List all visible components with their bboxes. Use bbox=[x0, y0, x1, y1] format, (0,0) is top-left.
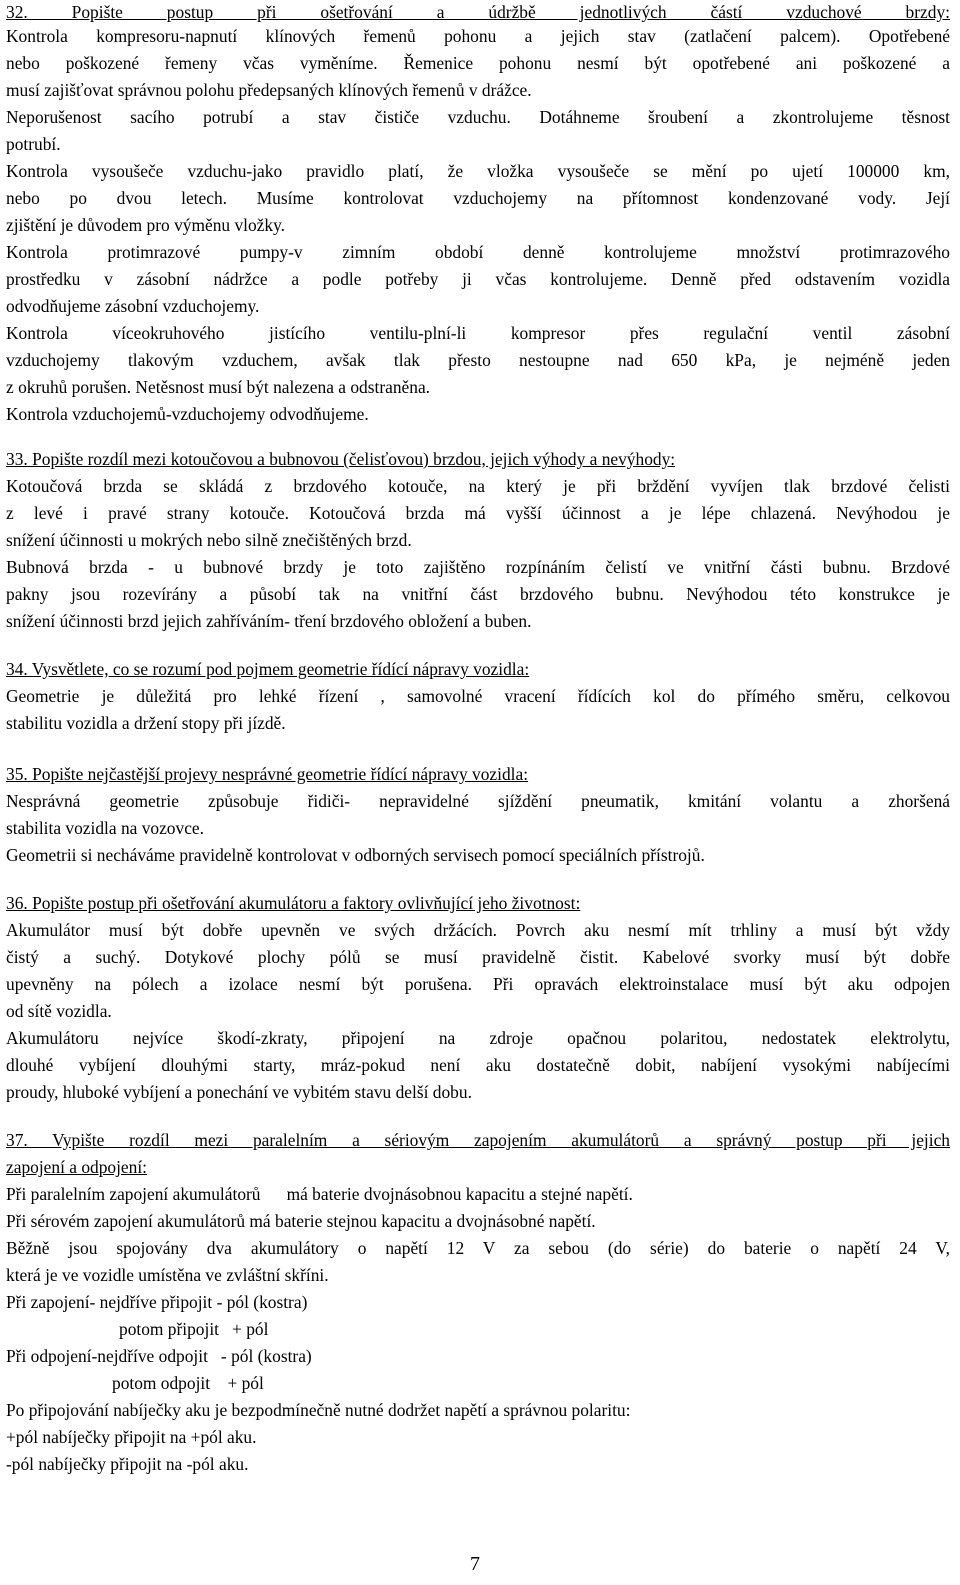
text-line: Kontrola vzduchojemů-vzduchojemy odvodňujeme. bbox=[6, 404, 369, 424]
text-line: Při zapojení- nejdříve připojit - pól (kostra) bbox=[6, 1292, 308, 1312]
text-line: Neporušenost sacího potrubí a stav čističe vzduchu. Dotáhneme šroubení a zkontrolujeme těsnost bbox=[6, 107, 950, 127]
text-line: stabilitu vozidla a držení stopy při jízdě. bbox=[6, 713, 286, 733]
text-line: pakny jsou rozevírány a působí tak na vnitřní část brzdového bubnu. Nevýhodou této konstrukce je bbox=[6, 584, 950, 604]
text-line: prostředku v zásobní nádržce a podle potřeby ji včas kontrolujeme. Denně před odstavením vozidla bbox=[6, 269, 950, 289]
text-line: proudy, hluboké vybíjení a ponechání ve vybitém stavu delší dobu. bbox=[6, 1082, 472, 1102]
heading-37-cont: zapojení a odpojení: bbox=[6, 1157, 148, 1177]
text-line: z okruhů porušen. Netěsnost musí být nalezena a odstraněna. bbox=[6, 377, 431, 397]
text-line: nebo po dvou letech. Musíme kontrolovat vzduchojemy na přítomnost kondenzované vody. Její bbox=[6, 188, 950, 208]
text-line: nebo poškozené řemeny včas vyměníme. Řemenice pohonu nesmí být opotřebené ani poškozené a bbox=[6, 53, 950, 73]
heading-35: 35. Popište nejčastější projevy nesprávné geometrie řídící nápravy vozidla: bbox=[6, 764, 529, 784]
text-line: Po připojování nabíječky aku je bezpodmínečně nutné dodržet napětí a správnou polaritu: bbox=[6, 1400, 631, 1420]
text-line: +pól nabíječky připojit na +pól aku. bbox=[6, 1427, 257, 1447]
text-line: Kotoučová brzda se skládá z brzdového kotouče, na který je při brždění vyvíjen tlak brzdové čelisti bbox=[6, 476, 950, 496]
text-line: Bubnová brzda - u bubnové brzdy je toto zajištěno rozpínáním čelistí ve vnitřní části bubnu. Brzdové bbox=[6, 557, 950, 577]
text-line: vzduchojemy tlakovým vzduchem, avšak tlak přesto nestoupne nad 650 kPa, je nejméně jeden bbox=[6, 350, 950, 370]
text-line: Kontrola protimrazové pumpy-v zimním období denně kontrolujeme množství protimrazového bbox=[6, 242, 950, 262]
text-line: Při sérovém zapojení akumulátorů má baterie stejnou kapacitu a dvojnásobné napětí. bbox=[6, 1211, 596, 1231]
text-line: z levé i pravé strany kotouče. Kotoučová brzda má vyšší účinnost a je lépe chlazená. Nevýhodou je bbox=[6, 503, 950, 523]
text-line: čistý a suchý. Dotykové plochy pólů se musí pravidelně čistit. Kabelové svorky musí být dobře bbox=[6, 947, 950, 967]
text-line: Běžně jsou spojovány dva akumulátory o napětí 12 V za sebou (do série) do baterie o napětí 24 V, bbox=[6, 1238, 950, 1258]
heading-34: 34. Vysvětlete, co se rozumí pod pojmem geometrie řídící nápravy vozidla: bbox=[6, 659, 530, 679]
text-line: dlouhé vybíjení dlouhými starty, mráz-pokud není aku dostatečně dobit, nabíjení vysokými nabíjecími bbox=[6, 1055, 950, 1075]
text-line: musí zajišťovat správnou polohu předepsaných klínových řemenů v drážce. bbox=[6, 80, 532, 100]
heading-37: 37. Vypište rozdíl mezi paralelním a sériovým zapojením akumulátorů a správný postup při jejich bbox=[6, 1130, 950, 1150]
text-line: stabilita vozidla na vozovce. bbox=[6, 818, 204, 838]
text-line: Kontrola víceokruhového jistícího ventilu-plní-li kompresor přes regulační ventil zásobní bbox=[6, 323, 950, 343]
text-line: snížení účinnosti brzd jejich zahříváním- tření brzdového obložení a buben. bbox=[6, 611, 532, 631]
text-line: potom odpojit + pól bbox=[112, 1373, 264, 1393]
text-line: Kontrola kompresoru-napnutí klínových řemenů pohonu a jejich stav (zatlačení palcem). Opotřebené bbox=[6, 26, 950, 46]
text-line: Při paralelním zapojení akumulátorů má baterie dvojnásobnou kapacitu a stejné napětí. bbox=[6, 1184, 633, 1204]
text-line: Geometrie je důležitá pro lehké řízení , samovolné vracení řídících kol do přímého směru, celkovou bbox=[6, 686, 950, 706]
text-line: Nesprávná geometrie způsobuje řidiči- nepravidelné sjíždění pneumatik, kmitání volantu a zhoršená bbox=[6, 791, 950, 811]
text-line: snížení účinnosti u mokrých nebo silně znečištěných brzd. bbox=[6, 530, 412, 550]
text-line: zjištění je důvodem pro výměnu vložky. bbox=[6, 215, 285, 235]
heading-33: 33. Popište rozdíl mezi kotoučovou a bubnovou (čelisťovou) brzdou, jejich výhody a nevýhody: bbox=[6, 449, 676, 469]
text-line: -pól nabíječky připojit na -pól aku. bbox=[6, 1454, 249, 1474]
page-number: 7 bbox=[470, 1553, 480, 1575]
text-line: Kontrola vysoušeče vzduchu-jako pravidlo platí, že vložka vysoušeče se mění po ujetí 100000 km, bbox=[6, 161, 950, 181]
text-line: upevněny na pólech a izolace nesmí být porušena. Při opravách elektroinstalace musí být aku odpojen bbox=[6, 974, 950, 994]
text-line: potrubí. bbox=[6, 134, 61, 154]
text-line: Akumulátor musí být dobře upevněn ve svých držácích. Povrch aku nesmí mít trhliny a musí být vždy bbox=[6, 920, 950, 940]
heading-36: 36. Popište postup při ošetřování akumulátoru a faktory ovlivňující jeho životnost: bbox=[6, 893, 581, 913]
text-line: Geometrii si necháváme pravidelně kontrolovat v odborných servisech pomocí speciálních přístrojů. bbox=[6, 845, 705, 865]
heading-32: 32. Popište postup při ošetřování a údržbě jednotlivých částí vzduchové brzdy: bbox=[6, 2, 950, 22]
text-line: potom připojit + pól bbox=[119, 1319, 269, 1339]
text-line: od sítě vozidla. bbox=[6, 1001, 112, 1021]
text-line: která je ve vozidle umístěna ve zvláštní skříni. bbox=[6, 1265, 329, 1285]
text-line: Při odpojení-nejdříve odpojit - pól (kostra) bbox=[6, 1346, 312, 1366]
text-line: Akumulátoru nejvíce škodí-zkraty, připojení na zdroje opačnou polaritou, nedostatek elektrolytu, bbox=[6, 1028, 950, 1048]
text-line: odvodňujeme zásobní vzduchojemy. bbox=[6, 296, 260, 316]
